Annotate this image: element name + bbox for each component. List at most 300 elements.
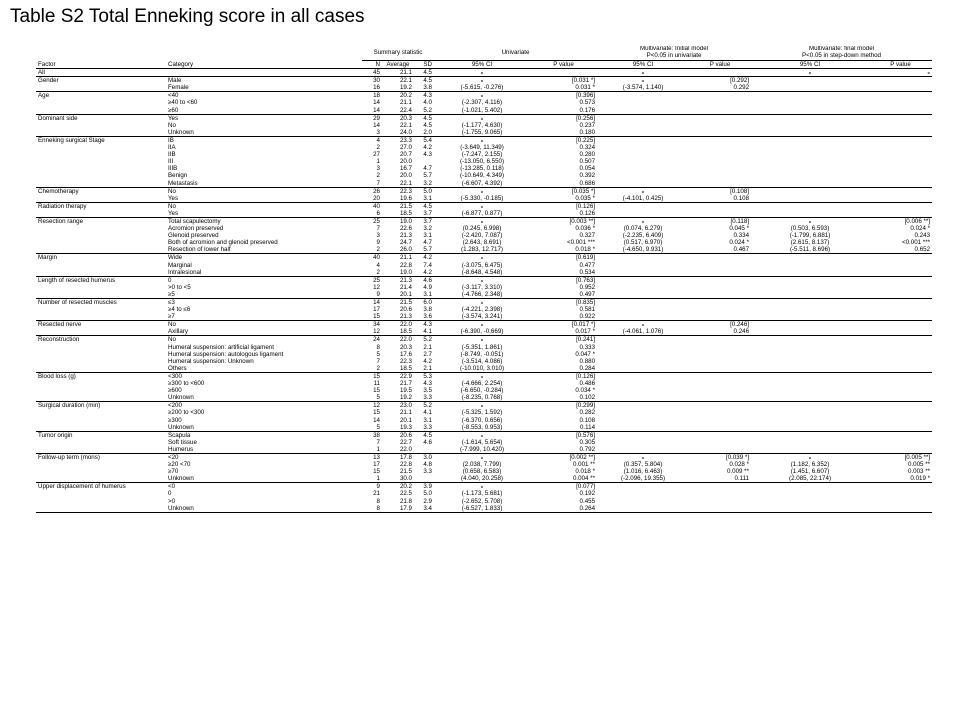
category-cell: Humeral suspension: autologous ligament — [168, 350, 284, 358]
category-cell: ≥70 — [168, 468, 179, 476]
final-ci-cell — [751, 202, 869, 210]
final-p-cell — [869, 372, 932, 380]
final-ci-cell — [751, 114, 869, 122]
average-cell: 20.3 — [382, 114, 414, 122]
table-row — [36, 394, 932, 402]
final-ci-cell — [751, 321, 869, 329]
initial-model-title: Multivariate: Initial model — [639, 46, 709, 53]
category-cell: ≥20 <70 — [168, 461, 191, 469]
sd-cell: 4.5 — [414, 69, 434, 77]
final-p-cell — [869, 92, 932, 100]
sd-cell: 3.7 — [414, 217, 434, 225]
initial-p-cell — [689, 158, 751, 165]
factor-cell — [36, 144, 166, 151]
final-p-cell — [869, 439, 932, 446]
table-row — [36, 351, 932, 358]
univariate-ci-cell: (0.658, 6.583) — [462, 468, 502, 476]
final-p-cell — [869, 483, 932, 491]
univariate-ci-cell: (-1.173, 5.681) — [461, 490, 503, 498]
average-cell: 17.9 — [382, 505, 414, 513]
table-row — [36, 107, 932, 115]
initial-ci-cell — [597, 92, 689, 100]
final-ci-cell — [751, 136, 869, 144]
initial-p-cell: [0.118] — [689, 217, 751, 225]
univariate-p-cell: 0.477 — [579, 261, 596, 269]
initial-p-cell — [689, 424, 751, 432]
category-cell: <20 — [166, 453, 362, 461]
final-p-cell — [869, 262, 932, 269]
factor-cell: Radiation therapy — [36, 202, 166, 210]
univariate-p-cell: [0.003 **] — [530, 217, 597, 225]
average-cell: 21.1 — [382, 254, 414, 262]
univariate-ci-cell: (-6.650, -0.284) — [460, 387, 504, 395]
initial-ci-cell — [597, 372, 689, 380]
category-cell: Humerus — [168, 445, 194, 453]
univariate-p-cell: [0.002 **] — [530, 453, 597, 461]
univariate-p-cell: [0.835] — [530, 299, 597, 307]
table-row — [36, 505, 932, 513]
univariate-ci-cell: (-13.050, 6.550) — [459, 158, 505, 166]
category-cell: <200 — [166, 402, 362, 410]
enneking-score-table — [36, 46, 932, 513]
initial-p-cell — [689, 299, 751, 307]
initial-ci-cell — [597, 269, 689, 277]
n-cell: 12 — [373, 283, 380, 291]
sd-cell: 4.1 — [423, 409, 432, 417]
sd-cell: 5.7 — [423, 246, 432, 254]
factor-cell: Resection range — [36, 217, 166, 225]
final-p-cell — [869, 387, 932, 394]
average-cell: 20.0 — [399, 158, 412, 166]
factor-cell: Length of resected humerus — [36, 276, 166, 284]
category-cell: Yes — [168, 209, 179, 217]
n-cell: 4 — [362, 136, 382, 144]
category-cell: No — [166, 187, 362, 195]
univariate-p-cell: 0.581 — [579, 306, 596, 314]
n-cell: 26 — [362, 187, 382, 195]
n-cell: 5 — [376, 394, 380, 402]
category-cell: Unknown — [168, 394, 194, 402]
table-row — [36, 291, 932, 299]
final-ci-cell — [751, 180, 869, 188]
factor-cell — [36, 387, 166, 394]
average-cell: 21.1 — [399, 409, 412, 417]
final-ci-cell — [751, 107, 869, 115]
average-cell: 20.0 — [399, 172, 412, 180]
n-cell: 18 — [362, 92, 382, 100]
univariate-ci-cell: (-2.307, 4.116) — [461, 99, 503, 107]
final-ci-cell — [751, 313, 869, 321]
initial-ci-cell — [597, 299, 689, 307]
factor-cell: Gender — [36, 77, 166, 85]
univariate-ci-cell: (-5.325, 1.592) — [461, 409, 503, 417]
initial-ci-cell — [597, 505, 689, 513]
sd-cell: 5.0 — [423, 490, 432, 498]
table-row — [36, 122, 932, 129]
initial-p-cell: [0.108] — [689, 187, 751, 195]
category-cell: Unknown — [168, 423, 194, 431]
average-cell: 22.1 — [382, 77, 414, 85]
sd-cell: 4.6 — [423, 438, 432, 446]
factor-cell — [36, 424, 166, 432]
initial-p-cell — [689, 387, 751, 394]
sd-cell — [414, 475, 434, 483]
table-row — [36, 475, 932, 483]
initial-p-cell — [689, 498, 751, 505]
factor-cell: Margin — [36, 254, 166, 262]
category-cell: IB — [166, 136, 362, 144]
average-cell: 23.3 — [382, 136, 414, 144]
average-cell: 21.3 — [399, 232, 412, 240]
initial-p-cell: [0.039 *] — [689, 453, 751, 461]
univariate-p-cell: 0.176 — [579, 106, 596, 114]
category-cell: Marginal — [168, 261, 192, 269]
average-cell: 21.3 — [382, 276, 414, 284]
factor-cell — [36, 239, 166, 246]
univariate-p-cell: <0.001 *** — [566, 239, 596, 247]
final-p-cell — [869, 276, 932, 284]
final-ci-cell — [751, 417, 869, 424]
initial-ci-cell: (0.517, 6.970) — [623, 239, 663, 247]
average-cell: 21.1 — [382, 69, 414, 77]
initial-p-cell — [689, 254, 751, 262]
sd-cell: 2.0 — [423, 128, 432, 136]
univariate-ci-cell: (-6.527, 1.833) — [434, 505, 530, 513]
average-cell: 22.0 — [399, 445, 412, 453]
univariate-ci-cell: (-1.614, 5.654) — [461, 438, 503, 446]
factor-cell — [36, 409, 166, 416]
initial-ci-cell — [597, 144, 689, 151]
final-ci-cell — [751, 490, 869, 497]
initial-p-cell: 0.028 * — [729, 461, 750, 469]
n-cell: 34 — [362, 321, 382, 329]
final-p-cell — [869, 136, 932, 144]
final-ci-cell — [751, 505, 869, 513]
n-cell: 15 — [373, 387, 380, 395]
initial-model-subtitle: P<0.05 in univariate — [646, 52, 702, 59]
n-cell: 14 — [373, 416, 380, 424]
sd-cell: 4.9 — [423, 283, 432, 291]
initial-p-cell — [689, 365, 751, 373]
univariate-p-cell: [0.017 *] — [530, 321, 597, 329]
table-row — [36, 409, 932, 416]
univariate-ci-cell: (1.283, 12.717) — [461, 246, 503, 254]
sd-cell — [414, 446, 434, 454]
factor-cell — [36, 195, 166, 203]
univariate-p-cell: 0.126 — [579, 209, 596, 217]
final-p-cell: <0.001 *** — [901, 239, 931, 247]
sd-cell: 2.1 — [423, 364, 432, 372]
factor-cell — [36, 468, 166, 475]
category-cell — [166, 69, 362, 77]
final-p-cell — [869, 180, 932, 188]
table-row — [36, 69, 932, 77]
category-cell: Humeral suspension: artificial ligament — [168, 343, 274, 351]
average-cell: 19.0 — [399, 268, 412, 276]
factor-cell: Follow-up term (mons) — [36, 453, 166, 461]
factor-cell — [36, 129, 166, 137]
univariate-p-cell: 0.333 — [579, 343, 596, 351]
initial-p-cell — [689, 122, 751, 129]
initial-ci-cell — [597, 417, 689, 424]
sd-cell: 4.2 — [414, 254, 434, 262]
table-row — [36, 284, 932, 291]
category-cell: ≥600 — [168, 387, 182, 395]
category-cell: Total scapulectomy — [166, 217, 362, 225]
factor-cell — [36, 122, 166, 129]
n-cell: 24 — [362, 336, 382, 344]
initial-p-cell — [689, 172, 751, 179]
univariate-p-cell: 0.282 — [579, 409, 596, 417]
initial-p-cell — [689, 210, 751, 218]
factor-cell — [36, 291, 166, 299]
table-row — [36, 358, 932, 365]
sd-cell: 5.0 — [414, 187, 434, 195]
category-cell: Unknown — [168, 128, 194, 136]
univariate-ci-cell: (2.038, 7.799) — [462, 461, 502, 469]
final-ci-cell: - — [751, 453, 869, 461]
n-cell: 3 — [376, 232, 380, 240]
sd-cell: 3.2 — [423, 179, 432, 187]
factor-cell — [36, 151, 166, 158]
table-row — [36, 144, 932, 151]
average-cell: 20.3 — [399, 343, 412, 351]
sd-cell: 3.1 — [423, 416, 432, 424]
average-cell: 30.0 — [399, 475, 412, 483]
sd-cell: 4.6 — [414, 276, 434, 284]
group-header-row — [36, 46, 932, 61]
average-cell: 22.6 — [399, 225, 412, 233]
univariate-p-cell: 0.392 — [579, 172, 596, 180]
univariate-ci-cell: - — [434, 77, 530, 85]
initial-ci-cell: (-4.650, 9.931) — [622, 246, 664, 254]
factor-cell — [36, 180, 166, 188]
univariate-p-cell: 0.180 — [579, 128, 596, 136]
sd-cell: 3.5 — [423, 387, 432, 395]
initial-ci-cell — [597, 99, 689, 106]
univariate-ci-cell: (2.643, 8.691) — [462, 239, 502, 247]
n-cell: 8 — [362, 505, 382, 513]
initial-ci-cell — [597, 210, 689, 218]
average-cell: 26.0 — [399, 246, 412, 254]
final-p-cell — [869, 187, 932, 195]
initial-p-cell: 0.467 — [733, 246, 750, 254]
table-row — [36, 439, 932, 446]
final-ci-cell — [751, 99, 869, 106]
table-row — [36, 99, 932, 106]
factor-cell — [36, 262, 166, 269]
final-ci-cell — [751, 195, 869, 203]
sd-cell: 3.1 — [423, 232, 432, 240]
univariate-ci-cell: - — [434, 431, 530, 439]
category-cell: III — [168, 158, 174, 166]
table-row — [36, 232, 932, 239]
univariate-ci-cell: (-3.574, 3.241) — [461, 313, 503, 321]
final-p-cell: [0.005 **] — [869, 453, 932, 461]
final-p-cell — [869, 210, 932, 218]
average-cell: 21.4 — [399, 283, 412, 291]
table-row — [36, 92, 932, 100]
table-row — [36, 114, 932, 122]
col-factor: Factor — [36, 61, 166, 69]
univariate-ci-cell: (4.040, 20.258) — [461, 475, 503, 483]
initial-ci-cell: - — [597, 77, 689, 85]
univariate-p-cell: 0.114 — [579, 423, 596, 431]
factor-cell — [36, 446, 166, 454]
factor-cell — [36, 358, 166, 365]
univariate-ci-cell: (-5.351, 1.861) — [461, 343, 503, 351]
final-p-cell — [869, 402, 932, 410]
final-p-cell — [869, 498, 932, 505]
initial-ci-cell — [597, 114, 689, 122]
sd-cell: 3.8 — [423, 84, 432, 92]
category-cell: ≥7 — [168, 313, 175, 321]
n-cell: 38 — [362, 431, 382, 439]
final-p-cell: 0.652 — [914, 246, 931, 254]
n-cell: 14 — [362, 299, 382, 307]
factor-cell — [36, 313, 166, 321]
initial-ci-cell — [597, 351, 689, 358]
univariate-p-cell: 0.036 * — [575, 225, 596, 233]
category-cell: Metastasis — [168, 179, 198, 187]
final-p-cell — [869, 490, 932, 497]
univariate-p-cell: 0.880 — [579, 357, 596, 365]
final-ci-cell — [751, 262, 869, 269]
univariate-p-cell: [0.031 *] — [530, 77, 597, 85]
factor-cell — [36, 99, 166, 106]
final-p-cell — [869, 417, 932, 424]
final-p-cell — [869, 84, 932, 92]
n-cell: 45 — [362, 69, 382, 77]
table-row — [36, 453, 932, 461]
initial-p-cell — [689, 490, 751, 497]
initial-p-cell — [689, 372, 751, 380]
univariate-ci-cell: - — [434, 187, 530, 195]
univariate-ci-cell: - — [434, 276, 530, 284]
average-cell: 20.6 — [382, 431, 414, 439]
factor-cell — [36, 210, 166, 218]
table-row — [36, 313, 932, 321]
univariate-ci-cell: (-5.615, -0.276) — [460, 84, 504, 92]
table-row — [36, 165, 932, 172]
category-cell: Female — [168, 84, 189, 92]
average-cell: 27.0 — [399, 144, 412, 152]
final-p-cell — [869, 107, 932, 115]
final-p-cell — [869, 365, 932, 373]
n-cell: 30 — [362, 77, 382, 85]
final-p-cell — [869, 306, 932, 313]
final-ci-cell: (0.503, 6.593) — [790, 225, 830, 233]
univariate-ci-cell: (-4.766, 2.348) — [461, 290, 503, 298]
univariate-p-cell: [0.225] — [530, 136, 597, 144]
univariate-ci-cell: (-6.370, 0.656) — [461, 416, 503, 424]
col-init-ci: 95% CI — [597, 61, 689, 69]
univariate-p-cell: [0.126] — [530, 372, 597, 380]
initial-p-cell — [689, 69, 751, 77]
n-cell: 1 — [376, 158, 380, 166]
category-cell: ≤3 — [166, 299, 362, 307]
final-ci-cell — [751, 129, 869, 137]
n-cell: 9 — [376, 239, 380, 247]
univariate-p-cell: [0.619] — [530, 254, 597, 262]
average-cell: 21.5 — [382, 299, 414, 307]
initial-p-cell — [689, 107, 751, 115]
univariate-ci-cell: - — [434, 217, 530, 225]
initial-p-cell — [689, 276, 751, 284]
col-n: N — [362, 61, 382, 69]
n-cell: 1 — [376, 445, 380, 453]
initial-ci-cell — [597, 291, 689, 299]
final-ci-cell — [751, 446, 869, 454]
table-row — [36, 306, 932, 313]
table-row — [36, 387, 932, 394]
univariate-p-cell: [0.035 *] — [530, 187, 597, 195]
factor-cell: Dominant side — [36, 114, 166, 122]
final-ci-cell — [751, 439, 869, 446]
category-cell: No — [166, 336, 362, 344]
univariate-p-cell: 0.035 * — [575, 194, 596, 202]
univariate-ci-cell: (-2.420, 7.087) — [461, 232, 503, 240]
sd-cell: 4.2 — [423, 144, 432, 152]
final-p-cell — [869, 165, 932, 172]
average-cell: 19.5 — [399, 387, 412, 395]
average-cell: 21.8 — [399, 497, 412, 505]
univariate-p-cell: [0.077] — [530, 483, 597, 491]
final-p-cell: - — [869, 69, 932, 77]
n-cell: 15 — [362, 372, 382, 380]
table-row — [36, 446, 932, 454]
final-ci-cell — [751, 358, 869, 365]
sd-cell: 5.2 — [423, 106, 432, 114]
average-cell: 22.8 — [399, 261, 412, 269]
final-p-cell — [869, 291, 932, 299]
factor-cell — [36, 284, 166, 291]
univariate-ci-cell: (-3.117, 3.310) — [461, 283, 503, 291]
sd-cell: 4.7 — [423, 239, 432, 247]
average-cell: 21.5 — [399, 468, 412, 476]
category-cell: Axillary — [168, 328, 188, 336]
final-p-cell — [869, 122, 932, 129]
sd-cell: 3.3 — [423, 394, 432, 402]
initial-ci-cell — [597, 107, 689, 115]
average-cell: 19.2 — [399, 84, 412, 92]
sd-cell: 2.1 — [423, 343, 432, 351]
final-p-cell — [869, 144, 932, 151]
average-cell: 21.7 — [399, 380, 412, 388]
univariate-p-cell: 0.486 — [579, 380, 596, 388]
table-row — [36, 84, 932, 92]
initial-ci-cell — [597, 365, 689, 373]
initial-p-cell: 0.334 — [733, 232, 750, 240]
table-body — [36, 69, 932, 513]
univariate-ci-cell: - — [434, 114, 530, 122]
initial-ci-cell: (0.074, 6.279) — [623, 225, 663, 233]
initial-p-cell — [689, 313, 751, 321]
average-cell: 20.1 — [399, 290, 412, 298]
category-cell: Resection of lower half — [168, 246, 231, 254]
univariate-p-cell: 0.192 — [579, 490, 596, 498]
sd-cell: 3.3 — [423, 423, 432, 431]
category-cell: ≥5 — [168, 290, 175, 298]
univariate-p-cell: 0.534 — [579, 268, 596, 276]
factor-cell: Chemotherapy — [36, 187, 166, 195]
table-row — [36, 129, 932, 137]
category-cell: IIA — [168, 144, 176, 152]
n-cell: 2 — [376, 268, 380, 276]
table-row — [36, 151, 932, 158]
factor-cell — [36, 417, 166, 424]
factor-cell — [36, 351, 166, 358]
